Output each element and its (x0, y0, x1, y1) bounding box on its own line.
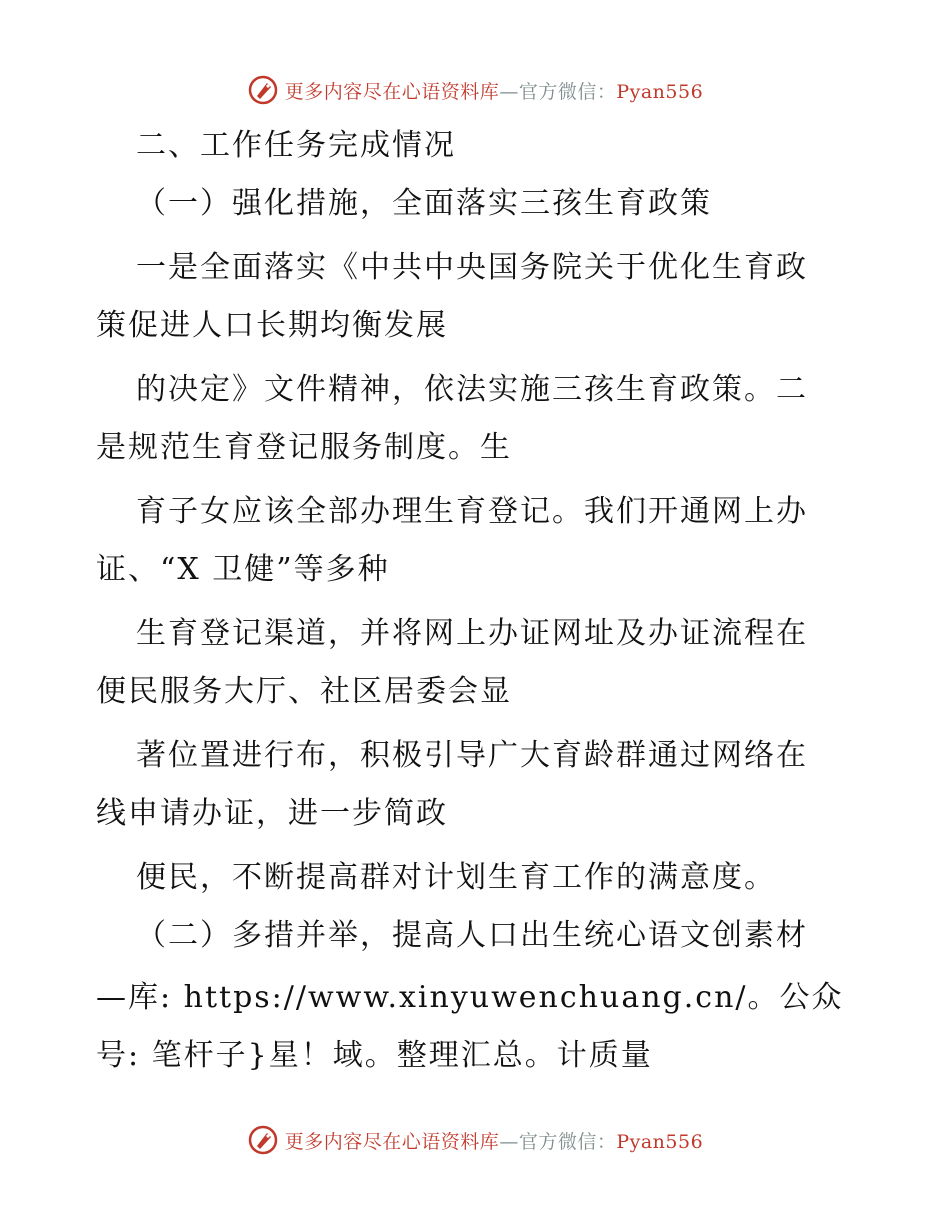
watermark-text: 更多内容尽在心语资料库—官方微信：Pyan556 (284, 1130, 704, 1153)
text-line: 号: 笔杆子}星！域。整理汇总。计质量 (96, 1038, 653, 1073)
text-line: （一）强化措施，全面落实三孩生育政策 (136, 186, 712, 221)
pen-nib-logo-icon (247, 1124, 279, 1156)
text-line: 证、“X 卫健”等多种 (96, 552, 390, 587)
document-body (96, 120, 856, 1080)
text-line: 生育登记渠道，并将网上办证网址及办证流程在 (136, 616, 808, 651)
text-line: 一是全面落实《中共中央国务院关于优化生育政 (136, 250, 808, 285)
text-line: 的决定》文件精神，依法实施三孩生育政策。二 (136, 372, 808, 407)
header-watermark (0, 70, 950, 110)
text-line: —库: https://www.xinyuwenchuang.cn/。公众 (96, 980, 844, 1015)
text-line: 策促进人口长期均衡发展 (96, 308, 448, 343)
watermark-text: 更多内容尽在心语资料库—官方微信：Pyan556 (284, 80, 704, 103)
text-line: 二、工作任务完成情况 (136, 128, 456, 163)
pen-nib-logo-icon (247, 74, 279, 106)
text-line: 是规范生育登记服务制度。生 (96, 430, 512, 465)
text-line: （二）多措并举，提高人口出生统心语文创素材 (136, 918, 808, 953)
text-line: 线申请办证，进一步简政 (96, 796, 448, 831)
text-line: 育子女应该全部办理生育登记。我们开通网上办 (136, 494, 808, 529)
text-line: 著位置进行布，积极引导广大育龄群通过网络在 (136, 738, 808, 773)
text-line: 便民，不断提高群对计划生育工作的满意度。 (136, 860, 776, 895)
footer-watermark (0, 1120, 950, 1160)
text-line: 便民服务大厅、社区居委会显 (96, 674, 512, 709)
